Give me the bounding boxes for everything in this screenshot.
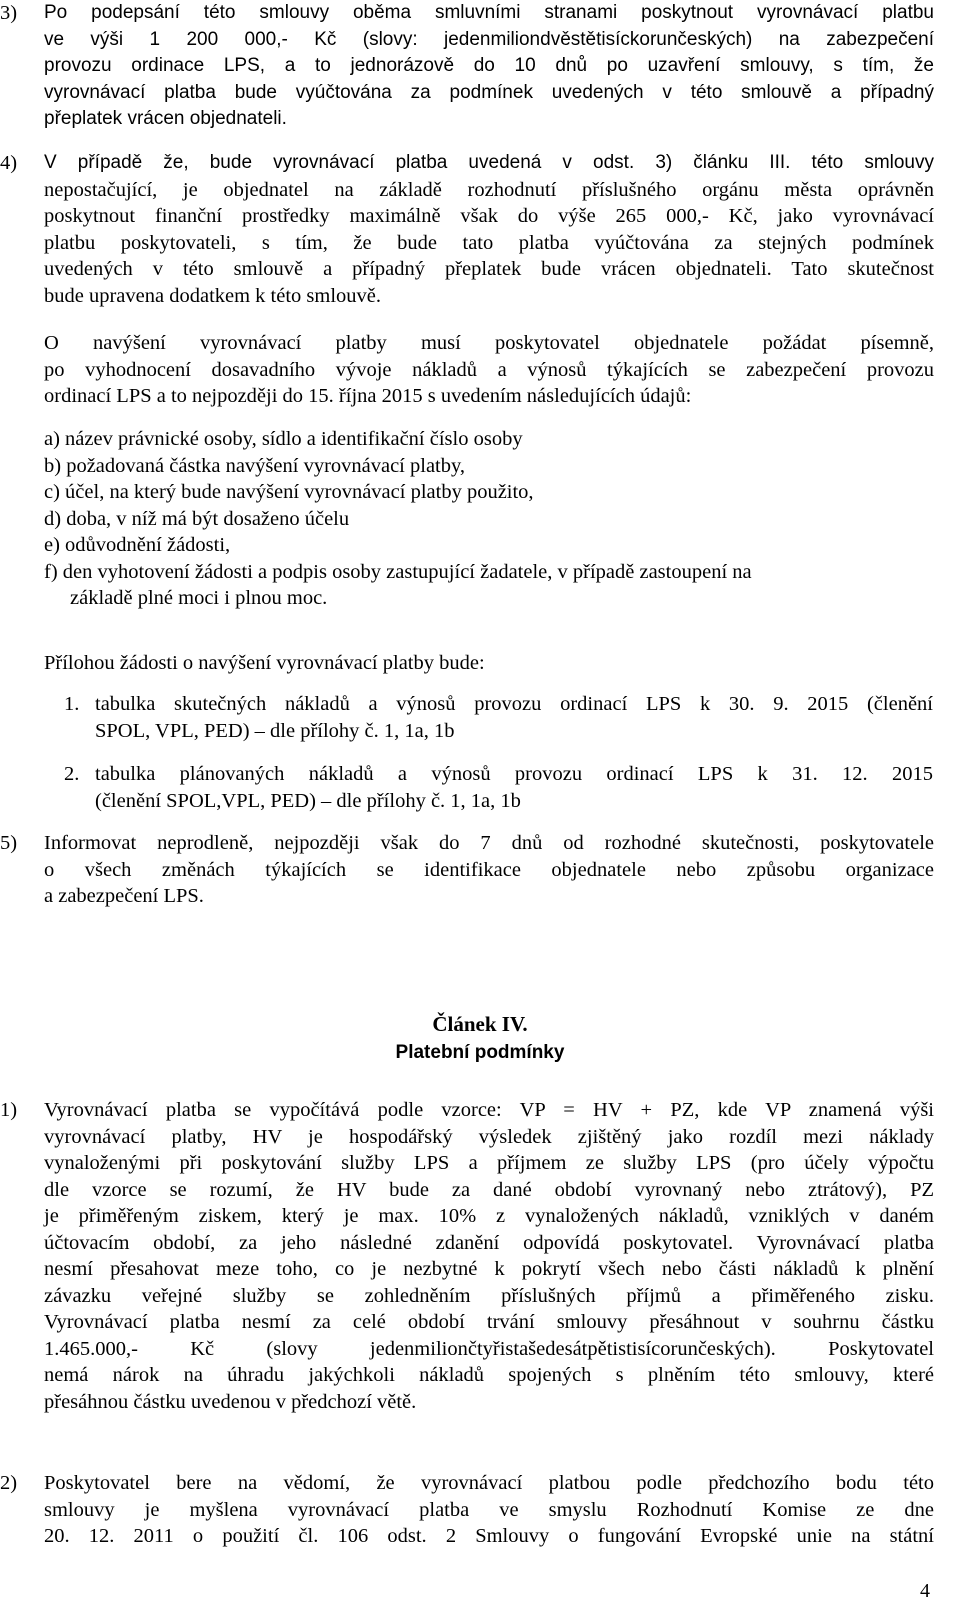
text-line: tabulka plánovaných nákladů a výnosů provozu ordinací LPS k 31. 12. 2015 [95, 763, 933, 785]
text-line: a zabezpečení LPS. [44, 885, 204, 907]
text-line: platbu poskytovateli, s tím, že bude tato platba vyúčtována za stejných podmínek [44, 231, 934, 254]
list-item: b) požadovaná částka navýšení vyrovnávací platby, [44, 454, 466, 477]
article-4-item-1-text [44, 1097, 934, 1415]
text-line: ve výši 1 200 000,- Kč (slovy: jedenmiliondvěstětisíckorunčeských) na zabezpečení [44, 28, 934, 50]
text-line: SPOL, VPL, PED) – dle přílohy č. 1, 1a, 1b [95, 719, 455, 742]
text-line: nemá nárok na úhradu jakýchkoli nákladů spojených s plněním této smlouvy, které [44, 1364, 934, 1386]
text-line: je přiměřeným ziskem, který je max. 10% z vynaložených nákladů, vzniklých v daném [44, 1205, 934, 1227]
text-line: Po podepsání této smlouvy oběma smluvními stranami poskytnout vyrovnávací platbu [44, 2, 934, 23]
item-number: 1) [0, 1099, 18, 1121]
attachment-text [95, 761, 933, 814]
text-line: Vyrovnávací platba nesmí za celé období trvání smlouvy přesáhnout v souhrnu částku [44, 1311, 934, 1333]
item-number: 3) [0, 2, 18, 24]
text-line: přesáhnou částku uvedenou v předchozí větě. [44, 1390, 417, 1413]
text-line: (členění SPOL,VPL, PED) – dle přílohy č. 1, 1a, 1b [95, 789, 521, 812]
item-4-text [44, 150, 934, 309]
text-line: poskytnout finanční prostředky maximálně však do výše 265 000,- Kč, jako vyrovnávací [44, 205, 934, 227]
attachment-number: 1. [64, 693, 80, 715]
text-line: Vyrovnávací platba se vypočítává podle vzorce: VP = HV + PZ, kde VP znamená výši [44, 1099, 934, 1121]
text-line: 20. 12. 2011 o použití čl. 106 odst. 2 Smlouvy o fungování Evropské unie na státní [44, 1525, 934, 1547]
attachment-intro [44, 650, 934, 677]
item-3-text [44, 0, 934, 133]
requirements-list [44, 426, 934, 612]
list-item: a) název právnické osoby, sídlo a identifikační číslo osoby [44, 428, 523, 450]
list-item: d) doba, v níž má být dosaženo účelu [44, 507, 350, 530]
list-item-continuation: základě plné moci i plnou moc. [70, 587, 328, 609]
article-title: Článek IV. [432, 1012, 528, 1036]
text-line: přeplatek vrácen objednateli. [44, 108, 287, 129]
text-line: nepostačující, je objednatel na základě rozhodnutí příslušného orgánu města oprávněn [44, 178, 934, 201]
text-line: Informovat neprodleně, nejpozději však do 7 dnů od rozhodné skutečnosti, poskytovatele [44, 832, 934, 854]
page-number: 4 [920, 1580, 930, 1602]
text-line: uvedených v této smlouvě a případný přeplatek bude vrácen objednateli. Tato skutečnost [44, 258, 934, 280]
text-line: 1.465.000,- Kč (slovy jedenmiliončtyřistašedesátpětistisícorunčeských). Poskytovatel [44, 1337, 934, 1360]
list-item: e) odůvodnění žádosti, [44, 534, 231, 556]
text-line: Přílohou žádosti o navýšení vyrovnávací platby bude: [44, 652, 485, 674]
text-line: Poskytovatel bere na vědomí, že vyrovnávací platbou podle předchozího bodu této [44, 1472, 934, 1494]
text-line: po vyhodnocení dosavadního vývoje nákladů a výnosů týkajících se zabezpečení provozu [44, 358, 934, 381]
attachment-text [95, 691, 933, 744]
list-item: f) den vyhotovení žádosti a podpis osoby zastupující žadatele, v případě zastoupení na [44, 560, 752, 583]
text-line: tabulka skutečných nákladů a výnosů provozu ordinací LPS k 30. 9. 2015 (členění [95, 693, 933, 715]
text-line: ordinací LPS a to nejpozději do 15. října 2015 s uvedením následujících údajů: [44, 385, 692, 407]
text-line: dle vzorce se rozumí, že HV bude za dané období vyrovnaný nebo ztrátový), PZ [44, 1178, 934, 1201]
text-line: závazku veřejné služby se zohledněním příslušných příjmů a přiměřeného zisku. [44, 1284, 934, 1307]
text-line: smlouvy je myšlena vyrovnávací platba ve smyslu Rozhodnutí Komise ze dne [44, 1498, 934, 1521]
text-line: o všech změnách týkajících se identifikace objednatele nebo způsobu organizace [44, 858, 934, 881]
item-number: 4) [0, 152, 18, 174]
article-subtitle: Platební podmínky [395, 1042, 565, 1063]
list-item: c) účel, na který bude navýšení vyrovnávací platby použito, [44, 481, 534, 503]
article-4-item-2-text [44, 1470, 934, 1550]
text-line: vyrovnávací platba bude vyúčtována za podmínek uvedených v této smlouvě a případný [44, 81, 934, 103]
text-line: provozu ordinace LPS, a to jednorázově do 10 dnů po uzavření smlouvy, s tím, že [44, 55, 934, 76]
item-number: 2) [0, 1472, 18, 1494]
text-line: účtovacím období, za jeho následné zdanění odpovídá poskytovatel. Vyrovnávací platba [44, 1231, 934, 1254]
attachment-number: 2. [64, 763, 80, 785]
text-line: bude upravena dodatkem k této smlouvě. [44, 284, 382, 307]
text-line: vynaloženými při poskytování služby LPS a příjmem ze služby LPS (pro účely výpočtu [44, 1152, 934, 1174]
item-number: 5) [0, 832, 18, 854]
item-5-text [44, 830, 934, 910]
text-line: nesmí přesahovat meze toho, co je nezbytné k pokrytí všech nebo části nákladů k plnění [44, 1258, 934, 1280]
text-line: O navýšení vyrovnávací platby musí poskytovatel objednatele požádat písemně, [44, 332, 934, 354]
text-line: V případě že, bude vyrovnávací platba uvedená v odst. 3) článku III. této smlouvy [44, 152, 934, 173]
increase-request-text [44, 330, 934, 410]
text-line: vyrovnávací platby, HV je hospodářský výsledek zjištěný jako rozdíl mezi náklady [44, 1125, 934, 1148]
